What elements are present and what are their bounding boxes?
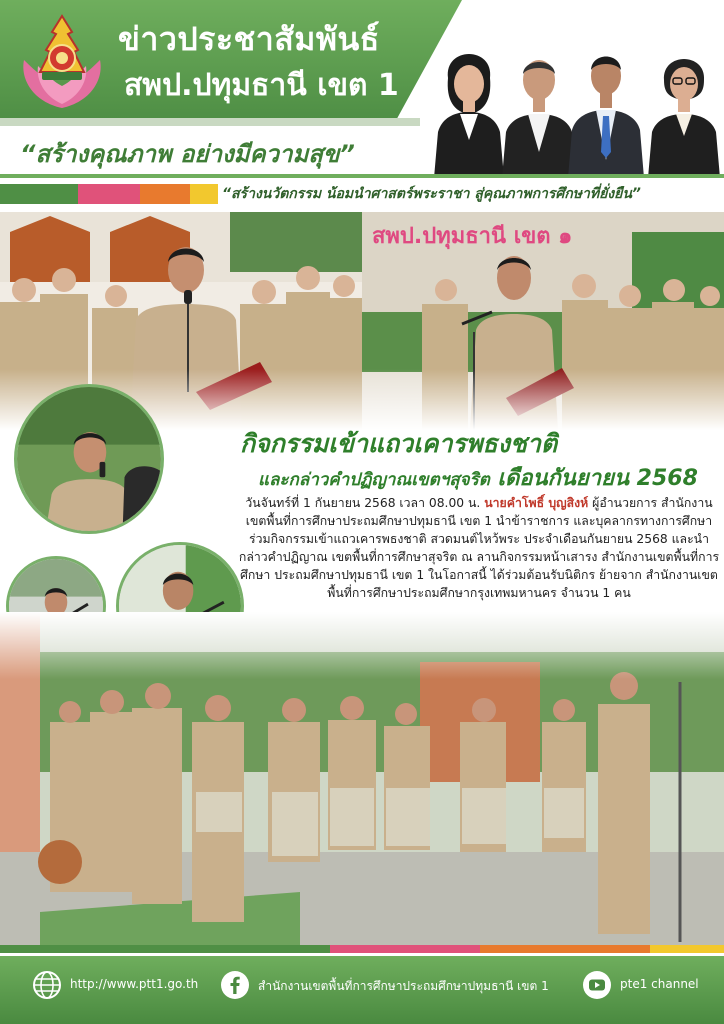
office-emblem-logo bbox=[14, 10, 110, 110]
body-intro: วันจันทร์ที่ 1 กันยายน 2568 เวลา 08.00 น. bbox=[245, 496, 485, 510]
banner-sign: สพป.ปทุมธานี เขต ๑ bbox=[372, 224, 573, 249]
subheadline-month: เดือนกันยายน 2568 bbox=[489, 466, 698, 491]
article-body bbox=[238, 494, 720, 602]
photo-staff-assembly bbox=[0, 612, 724, 948]
director-name: นายคำโพธิ์ บุญสิงห์ bbox=[484, 496, 589, 510]
article-headline: กิจกรรมเข้าแถวเคารพธงชาติ bbox=[240, 429, 558, 458]
executive-portrait-4 bbox=[644, 40, 724, 178]
color-stripe-pink bbox=[78, 184, 140, 204]
facebook-link[interactable]: สำนักงานเขตพื้นที่การศึกษาประถมศึกษาปทุมธานี เขต 1 bbox=[258, 979, 549, 993]
footer-stripe-orange bbox=[480, 945, 650, 953]
footer-stripe-pink bbox=[330, 945, 480, 953]
facebook-icon bbox=[220, 970, 250, 1000]
slogan-divider bbox=[0, 174, 724, 178]
footer-stripe-yellow bbox=[650, 945, 724, 953]
color-stripe-yellow bbox=[190, 184, 218, 204]
color-stripe-orange bbox=[140, 184, 190, 204]
globe-icon bbox=[32, 970, 62, 1000]
footer bbox=[0, 956, 724, 1024]
youtube-link[interactable]: pte1 channel bbox=[620, 977, 699, 991]
youtube-icon bbox=[582, 970, 612, 1000]
subheadline-text: และกล่าวคำปฏิญาณเขตฯสุจริต bbox=[258, 470, 490, 490]
body-text: ผู้อำนวยการ สำนักงานเขตพื้นที่การศึกษาประถมศึกษาปทุมธานี เขต 1 นำข้าราชการ และบุคลากรทางการศึกษา ร่วมกิจกรรมเข้าแถวเคารพธงชาติ สวดมนต์ไหว้พระ ประจำเดือนกันยายน 2568 และนำกล่าวคำปฏิญาณ เขตพื้นที่การศึกษาสุจริต ณ ลานกิจกรรมหน้าเสารง สำนักงานเขตพื้นที่การศึกษา ประถมศึกษาปทุมธานี เขต 1 ในโอกาสนี้ ได้ร่วมต้อนรับนิติกร ย้ายจาก สำนักงานเขตพื้นที่การศึกษาประถมศึกษากรุงเทพมหานคร จำนวน 1 คน bbox=[238, 496, 720, 600]
inset-photo-director-closeup bbox=[14, 384, 164, 534]
footer-stripe-green bbox=[0, 945, 330, 953]
header-subtitle: สพป.ปทุมธานี เขต 1 bbox=[124, 68, 399, 103]
website-link[interactable]: http://www.ptt1.go.th bbox=[70, 977, 199, 991]
executive-portrait-3 bbox=[566, 40, 646, 178]
color-stripe-green bbox=[0, 184, 78, 204]
article-subheadline bbox=[258, 460, 698, 495]
sub-slogan: “สร้างนวัตกรรม น้อมนำศาสตร์พระราชา สู่คุณภาพการศึกษาที่ยั่งยืน” bbox=[222, 186, 641, 202]
main-slogan: “สร้างคุณภาพ อย่างมีความสุข” bbox=[20, 140, 355, 168]
header-underline bbox=[0, 118, 420, 126]
executive-portrait-1 bbox=[430, 40, 508, 178]
header-title: ข่าวประชาสัมพันธ์ bbox=[118, 20, 380, 58]
